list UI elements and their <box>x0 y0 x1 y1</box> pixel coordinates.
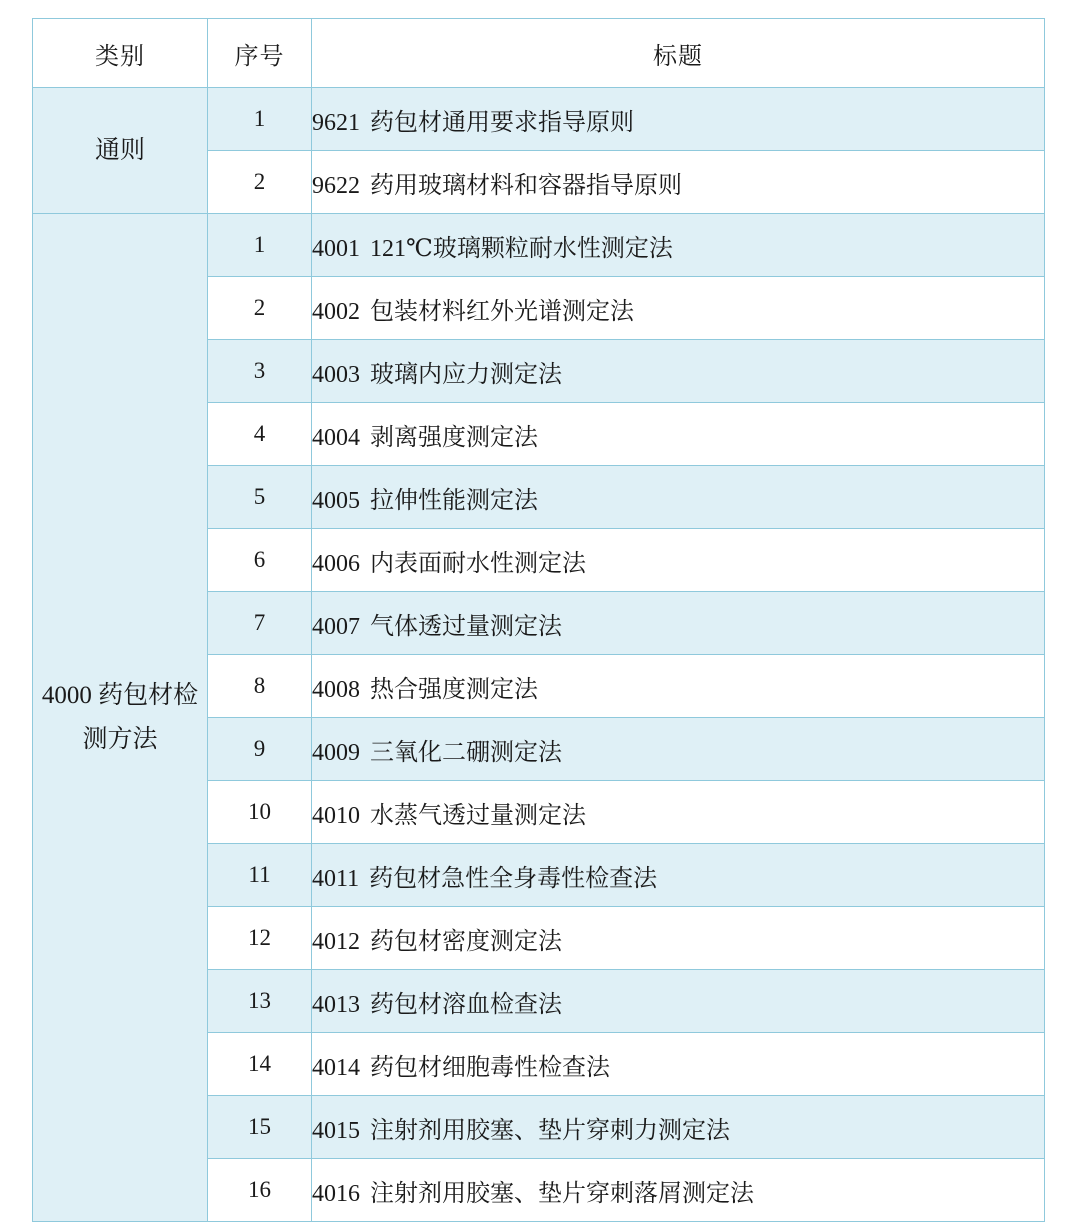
title-name: 药包材细胞毒性检查法 <box>370 1054 610 1081</box>
row-number: 10 <box>208 781 312 844</box>
title-code: 4004 <box>312 424 360 451</box>
title-name: 注射剂用胶塞、垫片穿刺力测定法 <box>370 1117 730 1144</box>
row-number: 4 <box>208 403 312 466</box>
table-body <box>33 19 1045 1222</box>
title-name: 热合强度测定法 <box>370 676 538 703</box>
title-code: 4008 <box>312 676 360 703</box>
title-code: 4009 <box>312 739 360 766</box>
row-number: 8 <box>208 655 312 718</box>
row-title <box>312 1159 1045 1222</box>
row-title <box>312 592 1045 655</box>
row-title <box>312 970 1045 1033</box>
row-title <box>312 907 1045 970</box>
title-name: 三氧化二硼测定法 <box>370 739 562 766</box>
title-name: 拉伸性能测定法 <box>370 487 538 514</box>
title-code: 4014 <box>312 1054 360 1081</box>
title-name: 121℃玻璃颗粒耐水性测定法 <box>370 235 673 262</box>
row-number: 6 <box>208 529 312 592</box>
row-number: 15 <box>208 1096 312 1159</box>
row-number: 5 <box>208 466 312 529</box>
table-row <box>33 214 1045 277</box>
table-header-row <box>33 19 1045 88</box>
row-title <box>312 1033 1045 1096</box>
title-code: 4013 <box>312 991 360 1018</box>
row-number: 1 <box>208 88 312 151</box>
title-name: 水蒸气透过量测定法 <box>370 802 586 829</box>
row-number: 11 <box>208 844 312 907</box>
title-code: 4016 <box>312 1180 360 1207</box>
column-header-number: 序号 <box>208 19 312 88</box>
title-name: 药包材密度测定法 <box>370 928 562 955</box>
title-code: 9622 <box>312 172 360 199</box>
row-number: 12 <box>208 907 312 970</box>
title-name: 药包材急性全身毒性检查法 <box>369 865 658 892</box>
row-title <box>312 277 1045 340</box>
row-title <box>312 718 1045 781</box>
title-code: 9621 <box>312 109 360 136</box>
row-number: 1 <box>208 214 312 277</box>
title-code: 4005 <box>312 487 360 514</box>
row-number: 14 <box>208 1033 312 1096</box>
row-title <box>312 403 1045 466</box>
title-name: 药包材溶血检查法 <box>370 991 562 1018</box>
title-code: 4002 <box>312 298 360 325</box>
row-number: 9 <box>208 718 312 781</box>
row-number: 2 <box>208 277 312 340</box>
standards-table <box>32 18 1045 1222</box>
title-name: 药用玻璃材料和容器指导原则 <box>370 172 682 199</box>
row-title <box>312 214 1045 277</box>
column-header-title: 标题 <box>312 19 1045 88</box>
title-code: 4011 <box>312 865 360 892</box>
row-title <box>312 529 1045 592</box>
category-cell-methods: 4000 药包材检测方法 <box>33 214 208 1222</box>
row-title <box>312 88 1045 151</box>
table-row <box>33 88 1045 151</box>
row-number: 7 <box>208 592 312 655</box>
row-number: 3 <box>208 340 312 403</box>
row-number: 13 <box>208 970 312 1033</box>
row-number: 16 <box>208 1159 312 1222</box>
category-cell-general: 通则 <box>33 88 208 214</box>
title-name: 注射剂用胶塞、垫片穿刺落屑测定法 <box>370 1180 754 1207</box>
column-header-category: 类别 <box>33 19 208 88</box>
title-code: 4001 <box>312 235 360 262</box>
row-title <box>312 151 1045 214</box>
row-title <box>312 1096 1045 1159</box>
row-title <box>312 781 1045 844</box>
title-name: 玻璃内应力测定法 <box>370 361 562 388</box>
title-name: 气体透过量测定法 <box>370 613 562 640</box>
title-name: 药包材通用要求指导原则 <box>370 109 634 136</box>
row-title <box>312 844 1045 907</box>
row-title <box>312 340 1045 403</box>
title-code: 4010 <box>312 802 360 829</box>
title-code: 4012 <box>312 928 360 955</box>
title-code: 4006 <box>312 550 360 577</box>
row-number: 2 <box>208 151 312 214</box>
title-code: 4007 <box>312 613 360 640</box>
row-title <box>312 466 1045 529</box>
row-title <box>312 655 1045 718</box>
title-code: 4003 <box>312 361 360 388</box>
title-code: 4015 <box>312 1117 360 1144</box>
title-name: 包装材料红外光谱测定法 <box>370 298 634 325</box>
title-name: 内表面耐水性测定法 <box>370 550 586 577</box>
title-name: 剥离强度测定法 <box>370 424 538 451</box>
